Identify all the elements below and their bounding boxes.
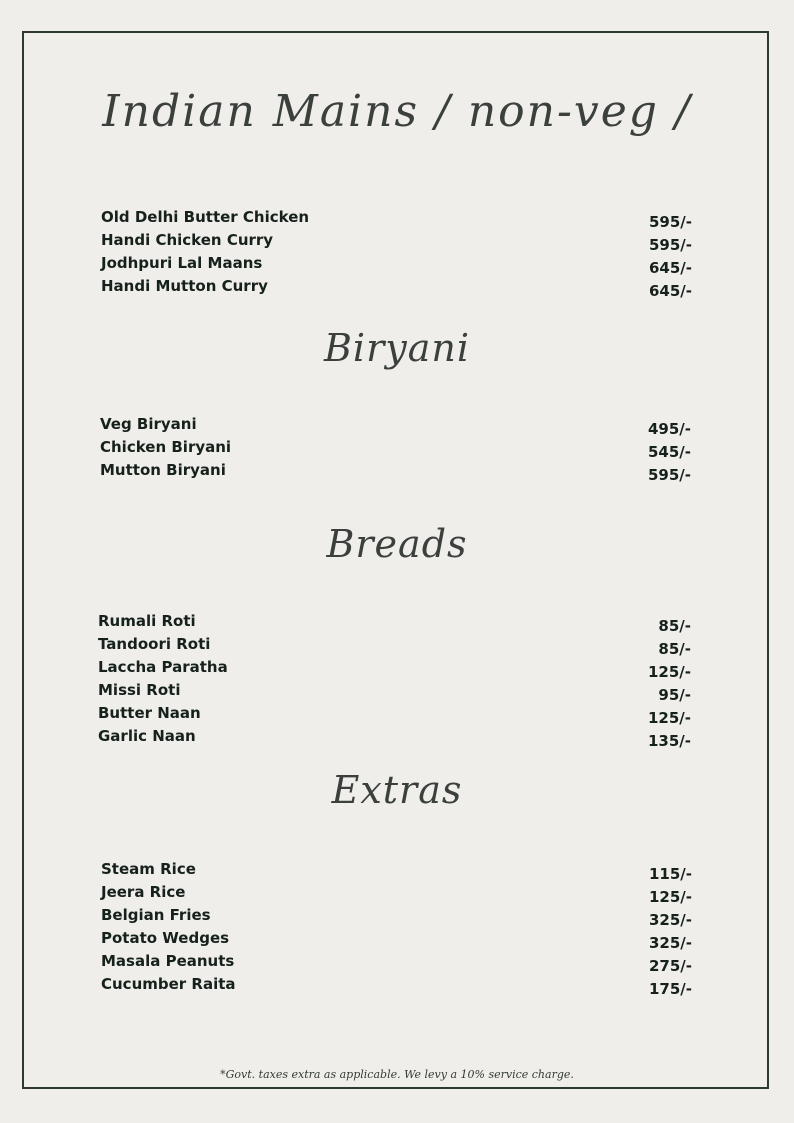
item-name: Rumali Roti bbox=[98, 612, 196, 630]
item-name: Handi Chicken Curry bbox=[101, 231, 274, 249]
menu-item bbox=[98, 727, 691, 750]
menu-item bbox=[98, 658, 691, 681]
item-name: Mutton Biryani bbox=[100, 461, 226, 479]
menu-item bbox=[100, 415, 691, 438]
item-name: Belgian Fries bbox=[101, 906, 211, 924]
section-title-biryani: Biryani bbox=[324, 326, 470, 370]
item-name: Veg Biryani bbox=[100, 415, 197, 433]
extras-list bbox=[101, 860, 692, 998]
menu-item bbox=[101, 860, 692, 883]
item-price: 85/- bbox=[658, 617, 691, 635]
item-name: Potato Wedges bbox=[101, 929, 230, 947]
menu-item bbox=[101, 883, 692, 906]
item-price: 125/- bbox=[648, 888, 692, 906]
item-price: 595/- bbox=[647, 466, 691, 484]
item-price: 595/- bbox=[648, 213, 692, 231]
item-price: 595/- bbox=[648, 236, 692, 254]
menu-item bbox=[98, 704, 691, 727]
item-price: 645/- bbox=[648, 259, 692, 277]
item-price: 325/- bbox=[648, 911, 692, 929]
item-price: 175/- bbox=[648, 980, 692, 998]
biryani-list bbox=[100, 415, 691, 484]
item-name: Missi Roti bbox=[98, 681, 181, 699]
item-name: Jeera Rice bbox=[101, 883, 186, 901]
menu-item bbox=[101, 906, 692, 929]
item-name: Butter Naan bbox=[98, 704, 201, 722]
item-name: Laccha Paratha bbox=[98, 658, 228, 676]
item-price: 275/- bbox=[648, 957, 692, 975]
item-name: Tandoori Roti bbox=[98, 635, 211, 653]
menu-item bbox=[101, 277, 692, 300]
item-name: Masala Peanuts bbox=[101, 952, 235, 970]
menu-item bbox=[101, 952, 692, 975]
menu-item bbox=[98, 635, 691, 658]
item-price: 125/- bbox=[647, 663, 691, 681]
item-name: Chicken Biryani bbox=[100, 438, 232, 456]
item-name: Jodhpuri Lal Maans bbox=[101, 254, 263, 272]
menu-item bbox=[101, 975, 692, 998]
item-price: 85/- bbox=[658, 640, 691, 658]
item-name: Steam Rice bbox=[101, 860, 196, 878]
menu-item bbox=[101, 231, 692, 254]
item-price: 495/- bbox=[647, 420, 691, 438]
mains-list bbox=[101, 208, 692, 300]
item-price: 325/- bbox=[648, 934, 692, 952]
item-name: Old Delhi Butter Chicken bbox=[101, 208, 310, 226]
breads-list bbox=[98, 612, 691, 750]
item-name: Cucumber Raita bbox=[101, 975, 236, 993]
item-price: 545/- bbox=[647, 443, 691, 461]
item-price: 645/- bbox=[648, 282, 692, 300]
menu-item bbox=[100, 438, 691, 461]
item-name: Handi Mutton Curry bbox=[101, 277, 268, 295]
menu-item bbox=[101, 254, 692, 277]
item-price: 115/- bbox=[648, 865, 692, 883]
menu-item bbox=[101, 929, 692, 952]
item-price: 95/- bbox=[658, 686, 691, 704]
menu-item bbox=[100, 461, 691, 484]
section-title-breads: Breads bbox=[326, 522, 468, 566]
menu-item bbox=[98, 681, 691, 704]
item-price: 135/- bbox=[647, 732, 691, 750]
section-title-mains: Indian Mains / non-veg / bbox=[102, 86, 692, 137]
section-title-extras: Extras bbox=[331, 768, 463, 812]
item-name: Garlic Naan bbox=[98, 727, 196, 745]
item-price: 125/- bbox=[647, 709, 691, 727]
tax-footnote: *Govt. taxes extra as applicable. We levy a 10% service charge. bbox=[220, 1068, 574, 1081]
menu-item bbox=[101, 208, 692, 231]
menu-item bbox=[98, 612, 691, 635]
